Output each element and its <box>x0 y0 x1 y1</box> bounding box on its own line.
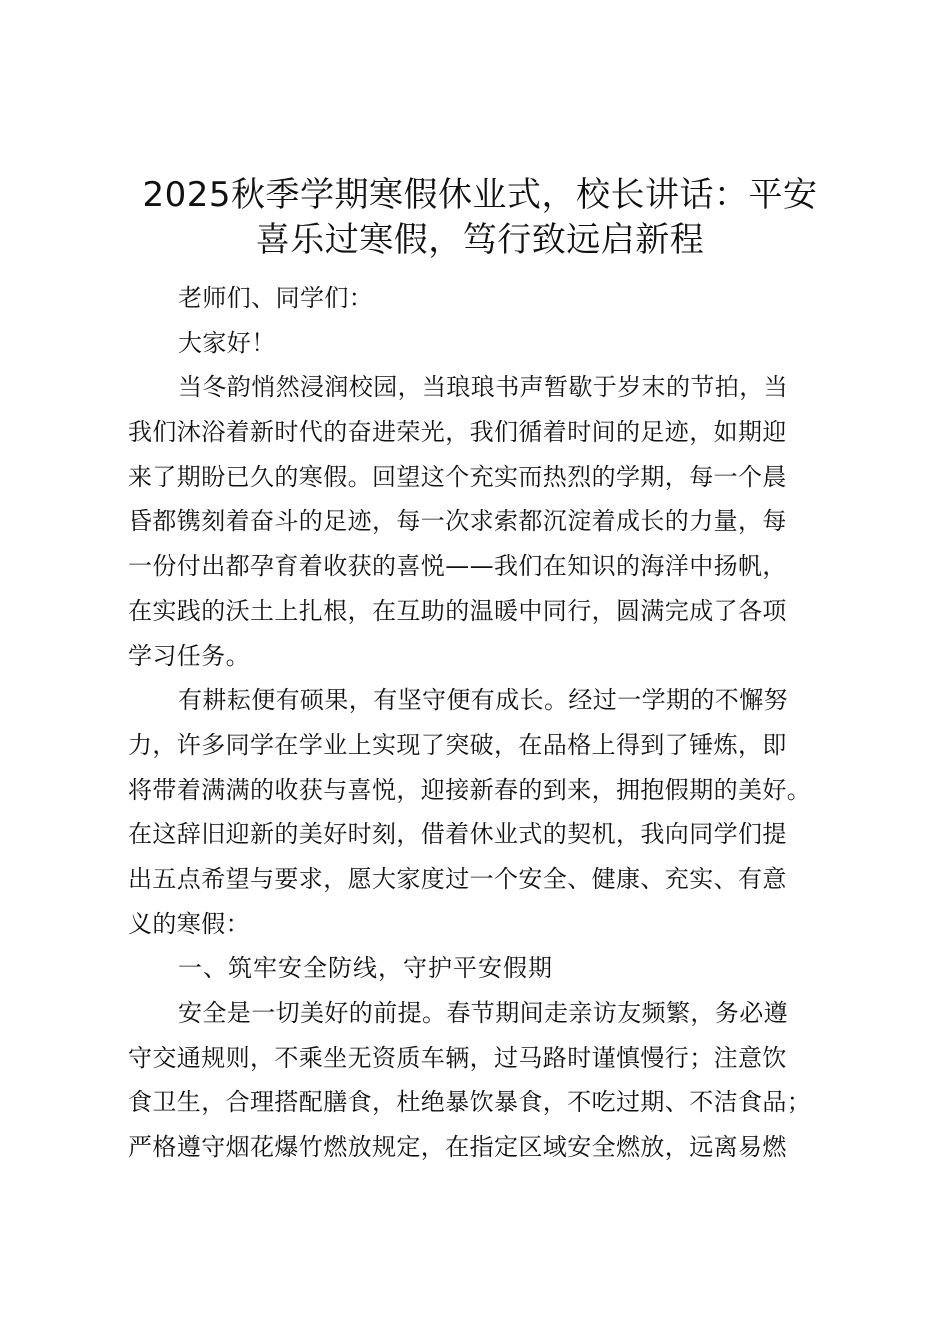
body-line: 老师们、同学们： <box>178 284 374 312</box>
body-line: 学习任务。 <box>128 641 250 670</box>
title-line-2: 喜乐过寒假，笃行致远启新程 <box>255 219 705 260</box>
body-line: 守交通规则，不乘坐无资质车辆，过马路时谨慎慢行；注意饮 <box>128 1043 787 1072</box>
body-line: 有耕耘便有硕果，有坚守便有成长。经过一学期的不懈努 <box>178 686 788 715</box>
body-line: 出五点希望与要求，愿大家度过一个安全、健康、充实、有意 <box>128 864 787 893</box>
body-line: 我们沐浴着新时代的奋进荣光，我们循着时间的足迹，如期迎 <box>128 418 787 447</box>
body-line: 严格遵守烟花爆竹燃放规定，在指定区域安全燃放，远离易燃 <box>128 1133 787 1162</box>
body-line: 一份付出都孕育着收获的喜悦——我们在知识的海洋中扬帆， <box>128 552 787 581</box>
body-line: 在实践的沃土上扎根，在互助的温暖中同行，圆满完成了各项 <box>128 596 787 625</box>
body-line: 义的寒假： <box>128 909 250 938</box>
body-line: 当冬韵悄然浸润校园，当琅琅书声暂歇于岁末的节拍，当 <box>178 373 788 402</box>
body-line: 安全是一切美好的前提。春节期间走亲访友频繁，务必遵 <box>178 999 788 1027</box>
body-line: 将带着满满的收获与喜悦，迎接新春的到来，拥抱假期的美好。 <box>128 775 812 804</box>
document-title <box>110 172 850 261</box>
title-line-1: 2025秋季学期寒假休业式，校长讲话：平安 <box>142 175 818 215</box>
body-line: 在这辞旧迎新的美好时刻，借着休业式的契机，我向同学们提 <box>128 820 787 849</box>
document-body <box>128 276 858 1170</box>
body-line: 食卫生，合理搭配膳食，杜绝暴饮暴食，不吃过期、不洁食品； <box>128 1088 812 1117</box>
body-line: 大家好！ <box>178 328 276 357</box>
section-heading: 一、筑牢安全防线，守护平安假期 <box>178 954 553 983</box>
body-line: 来了期盼已久的寒假。回望这个充实而热烈的学期，每一个晨 <box>128 462 787 491</box>
body-line: 力，许多同学在学业上实现了突破，在品格上得到了锤炼，即 <box>128 730 787 759</box>
body-line: 昏都镌刻着奋斗的足迹，每一次求索都沉淀着成长的力量，每 <box>128 507 787 536</box>
